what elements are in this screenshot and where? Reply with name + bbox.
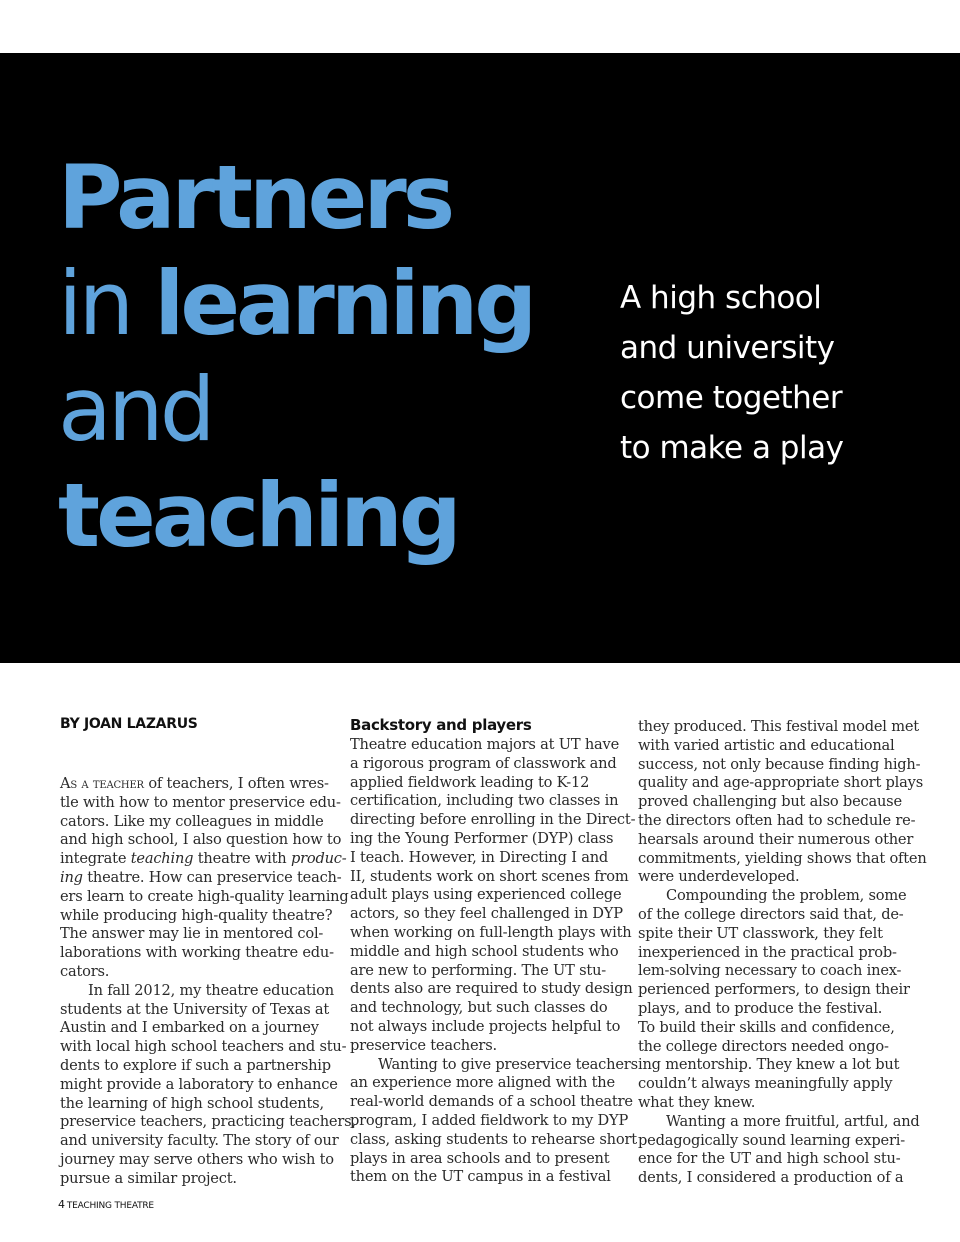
text-line: with varied artistic and educational: [638, 736, 895, 754]
page-folio: [58, 1198, 154, 1211]
text-line: when working on full-length plays with: [350, 923, 632, 941]
text-line: the directors often had to schedule re-: [638, 811, 916, 829]
text-line: are new to performing. The UT stu-: [350, 961, 607, 979]
subtitle-line: come together: [620, 380, 843, 416]
text-line: dents also are required to study design: [350, 980, 633, 998]
text-line: them on the UT campus in a festival: [350, 1168, 611, 1186]
body-column-2: [350, 736, 638, 1187]
section-heading: Backstory and players: [350, 716, 532, 734]
text-line: of the college directors said that, de-: [638, 905, 904, 923]
text-line: actors, so they feel challenged in DYP: [350, 905, 623, 923]
text-line: spite their UT classwork, they felt: [638, 924, 883, 942]
text-line: pedagogically sound learning experi-: [638, 1131, 905, 1149]
article-title: [58, 145, 578, 569]
text-line: directing before enrolling in the Direct-: [350, 811, 636, 829]
text-line: hearsals around their numerous other: [638, 830, 914, 848]
text-line: and university faculty. The story of our: [60, 1132, 339, 1150]
text-line: inexperienced in the practical prob-: [638, 943, 897, 961]
text-line: To build their skills and confidence,: [638, 1018, 895, 1036]
text-line: cators.: [60, 962, 110, 980]
text-line: and technology, but such classes do: [350, 999, 608, 1017]
text-line: ing theatre. How can preservice teach-: [60, 868, 342, 886]
title-line-2: [58, 251, 578, 357]
text-line: applied fieldwork leading to K-12: [350, 773, 590, 791]
text-line: program, I added fieldwork to my DYP: [350, 1111, 629, 1129]
text-line: they produced. This festival model met: [638, 718, 919, 735]
text-line: II, students work on short scenes from: [350, 867, 629, 885]
text-line: real-world demands of a school theatre: [350, 1093, 633, 1111]
text-line: students at the University of Texas at: [60, 1000, 330, 1018]
text-line: ing mentorship. They knew a lot but: [638, 1056, 900, 1074]
text-line: what they knew.: [638, 1093, 756, 1111]
text-line: dents, I considered a production of a: [638, 1169, 904, 1187]
text-line: perienced performers, to design their: [638, 981, 910, 999]
text-line: Theatre education majors at UT have: [350, 736, 620, 753]
text-line: ers learn to create high-quality learning: [60, 887, 349, 905]
body-column-3: [638, 718, 927, 1188]
text-line: Austin and I embarked on a journey: [60, 1019, 319, 1037]
text-line: were underdeveloped.: [638, 868, 800, 886]
lead-in: As a teacher: [60, 775, 144, 792]
text-line: quality and age-appropriate short plays: [638, 774, 923, 792]
text-line: The answer may lie in mentored col-: [60, 925, 324, 943]
text-line: Wanting to give preservice teachers: [378, 1055, 638, 1073]
title-line-4: teaching: [58, 464, 458, 567]
page-number: 4: [58, 1198, 65, 1211]
title-line-2-light: in: [58, 252, 155, 355]
text-line: journey may serve others who wish to: [60, 1150, 334, 1168]
text-line: with local high school teachers and stu-: [60, 1038, 347, 1056]
text-line: class, asking students to rehearse short: [350, 1130, 637, 1148]
text-line: I teach. However, in Directing I and: [350, 848, 609, 866]
title-line-1: Partners: [58, 146, 452, 249]
byline: BY JOAN LAZARUS: [60, 716, 198, 732]
text-line: the learning of high school students,: [60, 1094, 324, 1112]
text-line: Compounding the problem, some: [666, 887, 907, 905]
text-line: while producing high-quality theatre?: [60, 906, 333, 924]
text-line: tle with how to mentor preservice edu-: [60, 793, 341, 811]
text-line: an experience more aligned with the: [350, 1074, 615, 1092]
text-line: preservice teachers.: [350, 1036, 497, 1054]
subtitle-line: A high school: [620, 280, 822, 316]
text-line: plays, and to produce the festival.: [638, 999, 883, 1017]
text-line: plays in area schools and to present: [350, 1149, 610, 1167]
text-line: Wanting a more fruitful, artful, and: [666, 1112, 920, 1130]
text-line: cators. Like my colleagues in middle: [60, 812, 324, 830]
text-line: might provide a laboratory to enhance: [60, 1075, 338, 1093]
body-column-1: [60, 775, 356, 1189]
text-line: ing the Young Performer (DYP) class: [350, 829, 614, 847]
text-line: not always include projects helpful to: [350, 1017, 621, 1035]
text-line: ence for the UT and high school stu-: [638, 1150, 901, 1168]
text-line: adult plays using experienced college: [350, 886, 622, 904]
title-line-3: and: [58, 358, 212, 461]
title-line-2-bold: learning: [154, 252, 534, 355]
text-line: laborations with working theatre edu-: [60, 944, 334, 962]
text-line: the college directors needed ongo-: [638, 1037, 889, 1055]
text-line: success, not only because finding high-: [638, 755, 921, 773]
hero-banner: [0, 53, 960, 663]
text-line: proved challenging but also because: [638, 793, 902, 811]
text-line: dents to explore if such a partnership: [60, 1056, 331, 1074]
text-line: As a teacher of teachers, I often wres-: [60, 775, 329, 792]
text-line: a rigorous program of classwork and: [350, 754, 617, 772]
text-line: integrate teaching theatre with produc-: [60, 850, 347, 868]
text-line: middle and high school students who: [350, 942, 619, 960]
text-line: and high school, I also question how to: [60, 831, 342, 849]
article-subtitle: [620, 273, 940, 473]
text-line: certification, including two classes in: [350, 792, 619, 810]
text-line: In fall 2012, my theatre education: [88, 981, 334, 999]
text-line: preservice teachers, practicing teachers,: [60, 1113, 356, 1131]
subtitle-line: to make a play: [620, 430, 844, 466]
text-line: pursue a similar project.: [60, 1169, 237, 1187]
text-line: couldn’t always meaningfully apply: [638, 1075, 893, 1093]
publication-name: TEACHING THEATRE: [66, 1201, 154, 1211]
subtitle-line: and university: [620, 330, 835, 366]
text-line: lem-solving necessary to coach inex-: [638, 962, 902, 980]
text-line: commitments, yielding shows that often: [638, 849, 927, 867]
